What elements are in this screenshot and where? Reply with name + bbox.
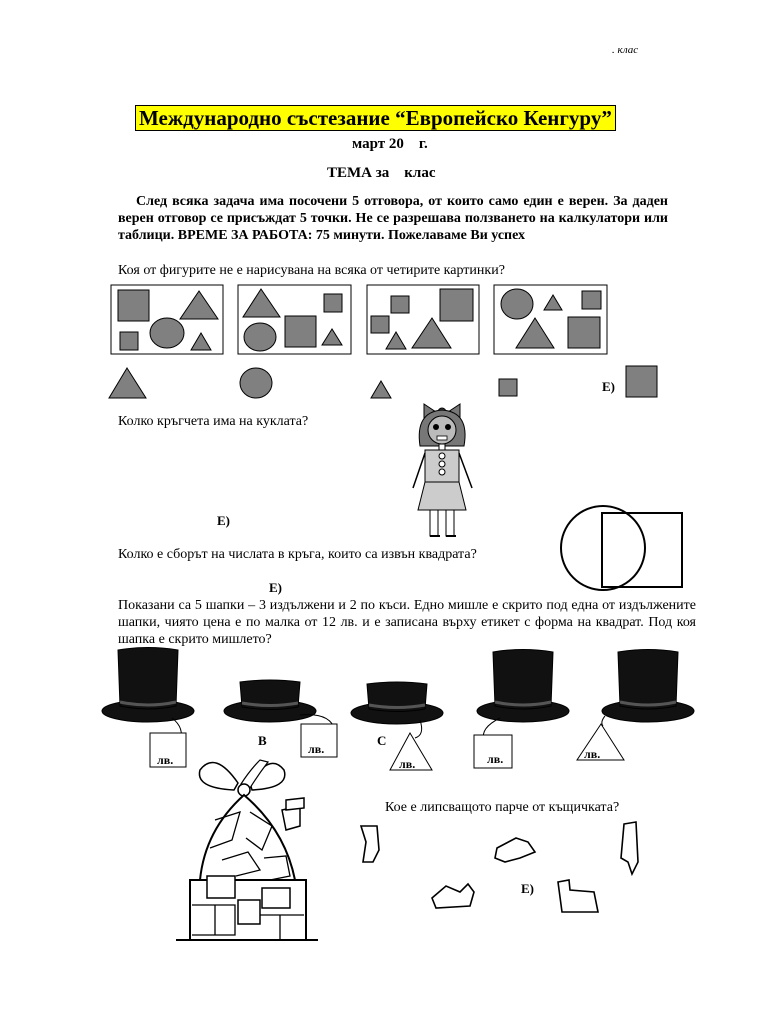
q1-answer-e: Е) [602, 379, 615, 394]
instructions: След всяка задача има посочени 5 отговора, от които само един е верен. За даден верен отговор се присъждат 5 точки. Не се разрешава ползването на калкулатори или таблици. ВРЕМЕ ЗА РАБОТА: 75 минути. Пожелаваме Ви успех [118, 194, 668, 243]
piece-e [558, 880, 598, 912]
q5-question: Кое е липсващото парче от къщичката? [385, 800, 620, 815]
piece-b [495, 838, 535, 862]
q2-answer-e: Е) [217, 513, 230, 528]
topic-line: ТЕМА за клас [327, 165, 436, 181]
q1-question: Коя от фигурите не е нарисувана на всяка от четирите картинки? [118, 263, 505, 278]
q5-answer-e: Е) [521, 881, 534, 896]
competition-date: март 20 г. [352, 136, 428, 152]
piece-d [432, 884, 474, 908]
q3-answer-e: Е) [269, 580, 282, 595]
piece-a [361, 826, 379, 862]
q3-question: Колко е сборът на числата в кръга, които са извън квадрата? [118, 547, 477, 562]
tag-price-4: лв. [487, 752, 504, 766]
page-title: Международно състезание “Европейско Кенгуру” [135, 105, 616, 131]
q4-question: Показани са 5 шапки – 3 издължени и 2 по къси. Едно мишле е скрито под една от издължените шапки, чиято цена е по малка от 12 лв. и е записана върху етикет с форма на квадрат. Под коя шапка е скрито мишлето? [118, 598, 696, 647]
class-label: . клас [612, 44, 639, 56]
tag-price-5: лв. [584, 747, 601, 761]
tag-price-2: лв. [308, 742, 325, 756]
tag-price-1: лв. [157, 753, 174, 767]
piece-c [621, 822, 638, 874]
tag-price-3: лв. [399, 757, 416, 771]
q2-question: Колко кръгчета има на куклата? [118, 414, 309, 429]
hat-label-c: С [377, 733, 387, 748]
hat-label-b: В [258, 733, 267, 748]
